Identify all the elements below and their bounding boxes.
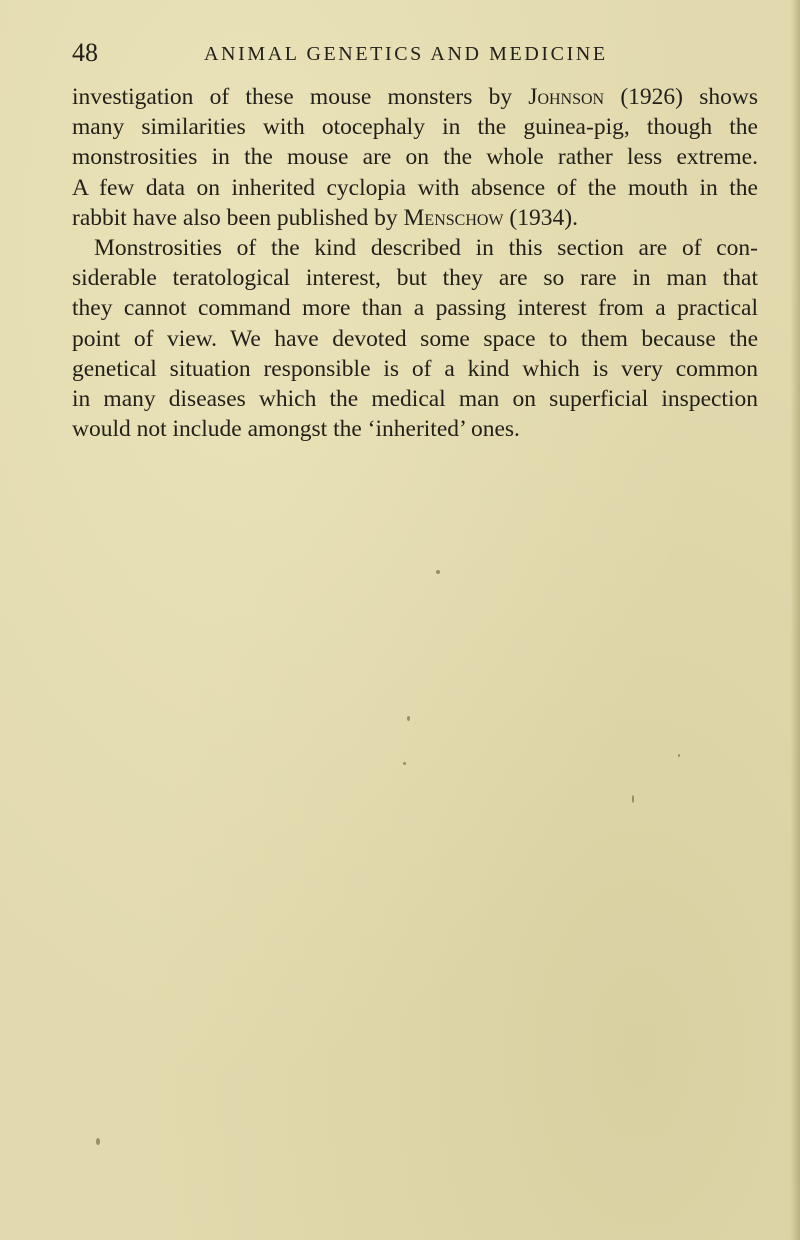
text-line: would not include amongst the ‘inherited’ ones. (72, 416, 520, 443)
author-name-menschow: Menschow (403, 204, 504, 231)
text-line: investigation of these mouse monsters by Johnson (1926) shows (72, 84, 758, 110)
running-head (72, 38, 732, 68)
paper-speck (407, 716, 410, 721)
text-line: rabbit have also been published by Menschow (1934). (72, 204, 578, 231)
text-line: siderable teratological interest, but they are so rare in man that (72, 265, 758, 292)
page-number: 48 (72, 38, 98, 67)
paper-speck (678, 754, 680, 757)
running-title: ANIMAL GENETICS AND MEDICINE (204, 43, 608, 65)
text-line: point of view. We have devoted some space to them because the (72, 325, 758, 352)
paper-speck (403, 762, 406, 765)
paragraph-continuation (72, 82, 758, 233)
text-line: genetical situation responsible is of a kind which is very common (72, 355, 758, 382)
paper-speck (436, 570, 440, 574)
text-line: they cannot command more than a passing interest from a practical (72, 295, 758, 322)
page-edge-shadow (790, 0, 800, 1240)
paragraph (72, 233, 758, 444)
text-line: in many diseases which the medical man on superficial inspection (72, 386, 758, 413)
body-text (72, 82, 758, 444)
text-line: A few data on inherited cyclopia with absence of the mouth in the (72, 174, 758, 201)
paper-speck (632, 795, 634, 803)
text-line: Monstrosities of the kind described in this section are of con- (94, 235, 758, 262)
author-name-johnson: Johnson (528, 84, 605, 110)
paper-speck (96, 1138, 100, 1145)
text-line: monstrosities in the mouse are on the whole rather less extreme. (72, 144, 758, 171)
text-line: many similarities with otocephaly in the guinea-pig, though the (72, 114, 758, 141)
